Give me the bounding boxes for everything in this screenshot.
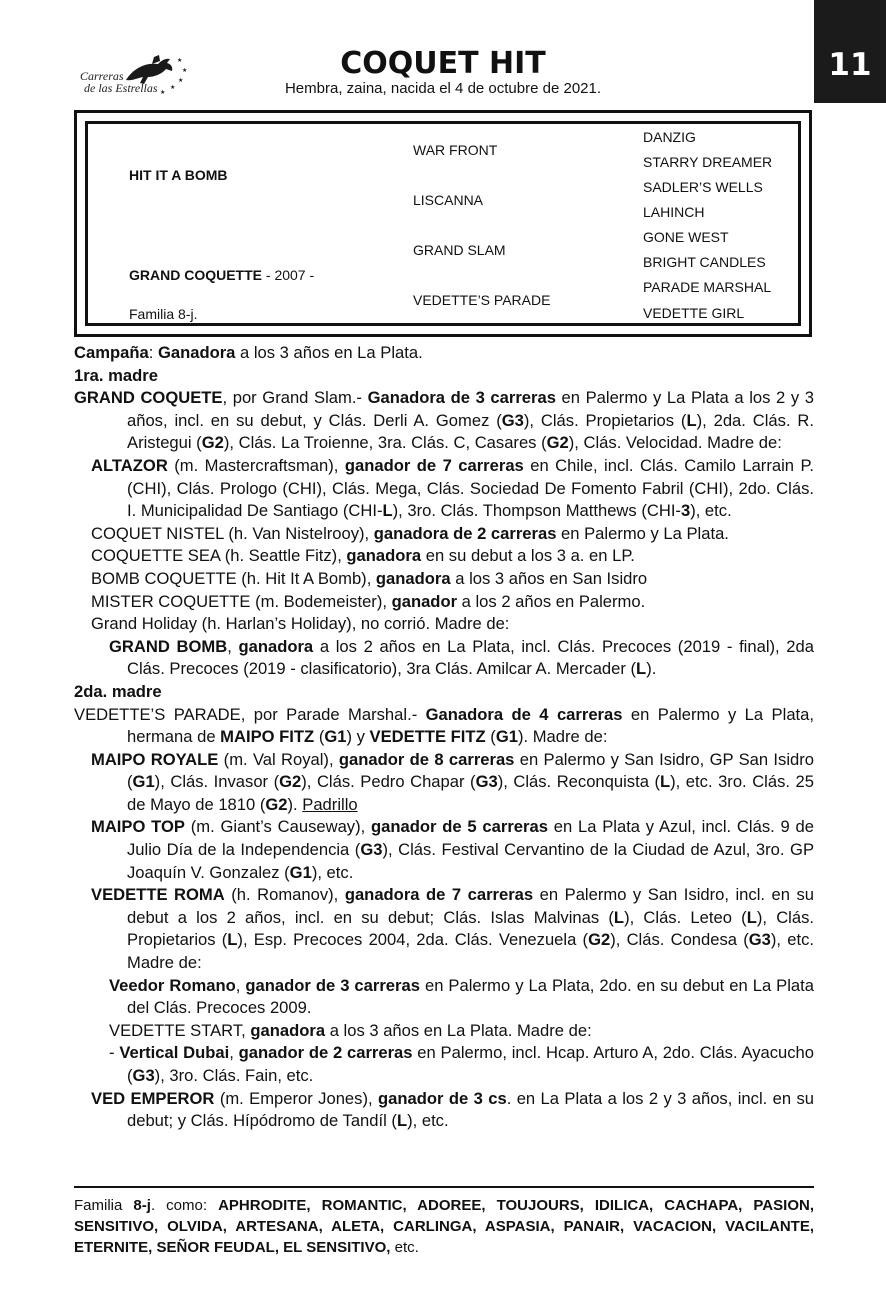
text-run: ), Clás. Condesa ( — [610, 930, 749, 950]
grade: G1 — [132, 772, 155, 792]
text-run: ), Clás. Leteo ( — [624, 907, 747, 927]
text-run: , — [229, 1043, 239, 1063]
footer-family-names: APHRODITE, ROMANTIC, ADOREE, TOUJOURS, IDILICA, CACHAPA, PASION, SENSITIVO, OLVIDA, ARTESANA, ALETA, CARLINGA, ASPASIA, PANAIR, VACACION, VACILANTE, ETERNITE, SEÑOR FEUDAL, EL SENSITIVO, — [74, 1197, 814, 1256]
text-run: ), etc. — [311, 862, 354, 882]
entry-veedor-romano — [109, 975, 814, 1020]
text-run: (m. Emperor Jones), — [214, 1088, 378, 1108]
text-run: ganadora de 7 carreras — [344, 885, 534, 905]
pedigree-dam-line — [129, 267, 314, 283]
pedigree-g3-4: LAHINCH — [643, 204, 705, 220]
text-run: BOMB COQUETTE (h. Hit It A Bomb), — [91, 568, 376, 588]
pedigree-sire: HIT IT A BOMB — [129, 167, 228, 183]
text-run: ), 3ro. Clás. Fain, etc. — [154, 1066, 314, 1085]
horse-name: GRAND COQUETE — [74, 388, 223, 408]
text-run: ), Clás. Invasor ( — [154, 772, 280, 792]
text-run: ), Clás. La Troienne, 3ra. Clás. C, Casares ( — [223, 433, 547, 453]
horse-name: MAIPO ROYALE — [91, 749, 219, 769]
campaign-win: Ganadora — [157, 343, 236, 362]
grade: G3 — [360, 840, 383, 860]
text-run: , — [227, 636, 239, 656]
text-run: Ganadora de 4 carreras — [425, 704, 623, 724]
text-run: , por Grand Slam.- — [222, 388, 368, 408]
horse-name: MAIPO FITZ — [220, 727, 315, 747]
text-run: en Palermo y La Plata, 2do. en su debut en La Plata del Clás. Precoces 2009. — [127, 975, 815, 1018]
text-run: en Palermo y La Plata. — [556, 523, 729, 543]
text-run: ), Clás. Reconquista ( — [497, 772, 660, 792]
text-run: en Palermo y San Isidro, incl. en su debut a los 2 años, incl. en su debut; Clás. Islas Malvinas ( — [127, 885, 814, 927]
text-run: en Palermo y La Plata, hermana de — [127, 704, 814, 747]
grade: L — [660, 772, 671, 792]
horse-name: VED EMPEROR — [91, 1088, 215, 1108]
grade: G1 — [495, 727, 518, 747]
text-run: a los 3 años en La Plata. Madre de: — [325, 1020, 592, 1040]
pedigree-g3-1: DANZIG — [643, 129, 696, 145]
horse-name: MAIPO TOP — [91, 817, 185, 837]
grade: G2 — [279, 772, 302, 792]
text-run: ganador — [391, 591, 458, 611]
text-run: ), Clás. Propietarios ( — [523, 410, 687, 430]
grade: G3 — [475, 772, 498, 792]
footer-etc: etc. — [390, 1239, 419, 1256]
svg-text:★: ★ — [182, 68, 188, 74]
grade: L — [746, 907, 757, 927]
pedigree-g3-3: SADLER’S WELLS — [643, 179, 763, 195]
text-run: ( — [485, 727, 496, 747]
entry-vedette-start — [109, 1020, 814, 1043]
text-run: ), etc. — [407, 1111, 449, 1131]
stallion-note: Padrillo — [302, 794, 358, 814]
pedigree-g3-5: GONE WEST — [643, 229, 729, 245]
text-run: ganador de 7 carreras — [344, 455, 524, 475]
text-run: ganador de 8 carreras — [338, 749, 515, 769]
text-run: COQUET NISTEL (h. Van Nistelrooy), — [91, 523, 374, 543]
svg-text:★: ★ — [170, 85, 176, 91]
grade: L — [396, 1111, 408, 1131]
section-first-dam: 1ra. madre — [74, 365, 158, 385]
text-run: ), Esp. Precoces 2004, 2da. Clás. Venezuela ( — [237, 930, 589, 950]
page-subtitle: Hembra, zaina, nacida el 4 de octubre de 2021. — [284, 80, 602, 97]
pedigree-dam: GRAND COQUETTE — [129, 267, 262, 283]
grade: L — [686, 410, 697, 430]
entry-vedette-roma — [74, 884, 814, 974]
grade: G2 — [588, 930, 611, 950]
text-run: VEDETTE’S PARADE, por Parade Marshal.- — [74, 704, 426, 724]
pedigree-box — [74, 110, 812, 337]
text-run: ganadora de 2 carreras — [373, 523, 557, 543]
text-run: a los 3 años en San Isidro — [450, 568, 648, 588]
text-run: en Palermo y La Plata a los 2 y 3 años, incl. en su debut, y Clás. Derli A. Gomez ( — [127, 388, 814, 430]
text-run: en La Plata y Azul, incl. Clás. 9 de Julio Día de la Independencia ( — [127, 817, 814, 860]
grade: L — [636, 659, 647, 679]
text-run: ). — [287, 794, 303, 814]
grade: L — [382, 501, 393, 521]
campaign-line — [74, 342, 814, 365]
text-run: ganadora — [238, 636, 314, 656]
pedigree-dam-sire: GRAND SLAM — [413, 242, 506, 258]
grade: G1 — [289, 862, 312, 882]
text-run: ), etc. Madre de: — [127, 930, 814, 973]
campaign-label: Campaña — [74, 343, 149, 362]
entry-ved-emperor — [74, 1088, 814, 1133]
text-run: ), Clás. Pedro Chapar ( — [301, 772, 476, 792]
entry-vedettes-parade — [74, 704, 814, 749]
footer-lead: Familia — [74, 1197, 134, 1214]
logo-line1: Carreras — [80, 69, 124, 83]
pedigree-g3-8: VEDETTE GIRL — [643, 305, 745, 321]
page-number-tab: 11 — [814, 0, 886, 103]
entry-maipo-royale — [74, 749, 814, 817]
section-second-dam: 2da. madre — [74, 681, 162, 701]
text-run: en Palermo y San Isidro, GP San Isidro ( — [127, 749, 815, 792]
text-run: ), Clás. Propietarios ( — [127, 907, 814, 950]
text-run: ganador de 3 cs — [378, 1088, 507, 1108]
text-run: . en La Plata a los 2 y 3 años, incl. en su debut; y Clás. Hípódromo de Tandíl ( — [127, 1088, 815, 1131]
grade: G3 — [132, 1066, 155, 1085]
text-run: (m. Giant’s Causeway), — [184, 817, 372, 837]
text-run: ( — [314, 727, 325, 747]
grade: G2 — [201, 433, 224, 453]
grade: L — [613, 907, 625, 927]
text-run: MISTER COQUETTE (m. Bodemeister), — [91, 591, 392, 611]
text-run: en Palermo, incl. Hcap. Arturo A, 2do. Clás. Ayacucho ( — [127, 1043, 815, 1085]
text-run: ganador de 5 carreras — [371, 817, 548, 837]
footer-como: . como: — [150, 1197, 219, 1214]
grade: G3 — [501, 410, 524, 430]
text-run: , — [235, 975, 246, 995]
entry-vertical-dubai — [109, 1042, 814, 1087]
text-run: ganadora — [346, 546, 422, 566]
entry-coquette-sea — [74, 545, 814, 568]
text-run: en Chile, incl. Clás. Camilo Larrain P. (CHI), Clás. Prologo (CHI), Clás. Mega, Clás. Sociedad De Fomento Fabril (CHI), 2do. Clás. I. Municipalidad De Santiago (CHI- — [127, 455, 814, 521]
produce-record — [74, 342, 814, 1133]
horse-name: Vertical Dubai — [119, 1043, 230, 1063]
entry-grand-coquete — [74, 387, 814, 455]
text-run: ), Clás. Velocidad. Madre de: — [568, 433, 782, 453]
horse-name: VEDETTE ROMA — [91, 885, 225, 905]
text-run: ). — [646, 659, 657, 679]
pedigree-sire-dam: LISCANNA — [413, 192, 484, 208]
text-run: ganadora — [250, 1020, 326, 1040]
text-run: ), Clás. Festival Cervantino de la Ciudad de Azul, 3ro. GP Joaquín V. Gonzalez ( — [127, 840, 815, 882]
footer-divider — [74, 1186, 814, 1188]
text-run: ) y — [346, 727, 370, 747]
text-run: ganador de 2 carreras — [238, 1043, 413, 1063]
campaign-colon: : — [148, 343, 158, 362]
pedigree-g3-2: STARRY DREAMER — [643, 154, 773, 170]
pedigree-dam-year: - 2007 - — [262, 267, 315, 283]
svg-text:★: ★ — [178, 78, 184, 84]
entry-coquet-nistel — [74, 523, 814, 546]
text-run: ganadora — [375, 568, 451, 588]
grade: G3 — [748, 930, 771, 950]
text-run: ), 3ro. Clás. Thompson Matthews (CHI- — [392, 501, 681, 521]
pedigree-sire-sire: WAR FRONT — [413, 142, 498, 158]
pedigree-family: Familia 8-j. — [129, 306, 198, 322]
entry-bomb-coquette — [74, 568, 814, 591]
text-run: COQUETTE SEA (h. Seattle Fitz), — [91, 546, 347, 566]
text-run: a los 2 años en La Plata, incl. Clás. Precoces (2019 - final), 2da Clás. Precoces (2019 - clasificatorio), 3ra Clás. Amilcar A. Mercader ( — [127, 636, 814, 679]
logo-line2: de las Estrellas — [84, 81, 158, 95]
entry-maipo-top — [74, 816, 814, 884]
text-run: ), 2da. Clás. R. Aristegui ( — [127, 410, 815, 453]
text-run: ganador de 3 carreras — [245, 975, 420, 995]
horse-name: VEDETTE FITZ — [369, 727, 486, 747]
grade: G1 — [324, 727, 347, 747]
pedigree-dam-dam: VEDETTE’S PARADE — [413, 292, 551, 308]
horse-name: GRAND BOMB — [109, 636, 228, 656]
text-run: ). Madre de: — [517, 727, 608, 747]
family-footer — [74, 1195, 814, 1258]
entry-altazor — [74, 455, 814, 523]
text-run: ), etc. — [690, 501, 732, 521]
horse-name: Veedor Romano — [109, 975, 236, 995]
horse-name: ALTAZOR — [91, 455, 168, 475]
grade: L — [227, 930, 238, 950]
footer-family: 8-j — [133, 1197, 151, 1214]
text-run: ), etc. 3ro. Clás. 25 de Mayo de 1810 ( — [127, 772, 814, 814]
text-run: en su debut a los 3 a. en LP. — [421, 546, 635, 566]
grade: G2 — [265, 794, 288, 814]
text-run: (h. Romanov), — [224, 885, 345, 905]
text-run: Ganadora de 3 carreras — [367, 388, 556, 408]
text-run: a los 2 años en Palermo. — [457, 591, 646, 611]
entry-mister-coquette — [74, 591, 814, 614]
campaign-rest: a los 3 años en La Plata. — [235, 343, 423, 362]
grade: G2 — [546, 433, 569, 453]
entry-grand-holiday: Grand Holiday (h. Harlan’s Holiday), no corrió. Madre de: — [91, 614, 510, 634]
svg-text:★: ★ — [160, 90, 166, 96]
pedigree-g3-7: PARADE MARSHAL — [643, 279, 772, 295]
svg-text:★: ★ — [177, 58, 183, 64]
grade: 3 — [680, 501, 691, 521]
text-run: VEDETTE START, — [109, 1020, 251, 1040]
dash-marker: - — [109, 1043, 120, 1063]
pedigree-g3-6: BRIGHT CANDLES — [643, 254, 766, 270]
text-run: (m. Mastercraftsman), — [167, 455, 345, 475]
entry-grand-bomb — [91, 636, 814, 681]
page-title: COQUET HIT — [340, 46, 546, 81]
text-run: (m. Val Royal), — [218, 749, 339, 769]
